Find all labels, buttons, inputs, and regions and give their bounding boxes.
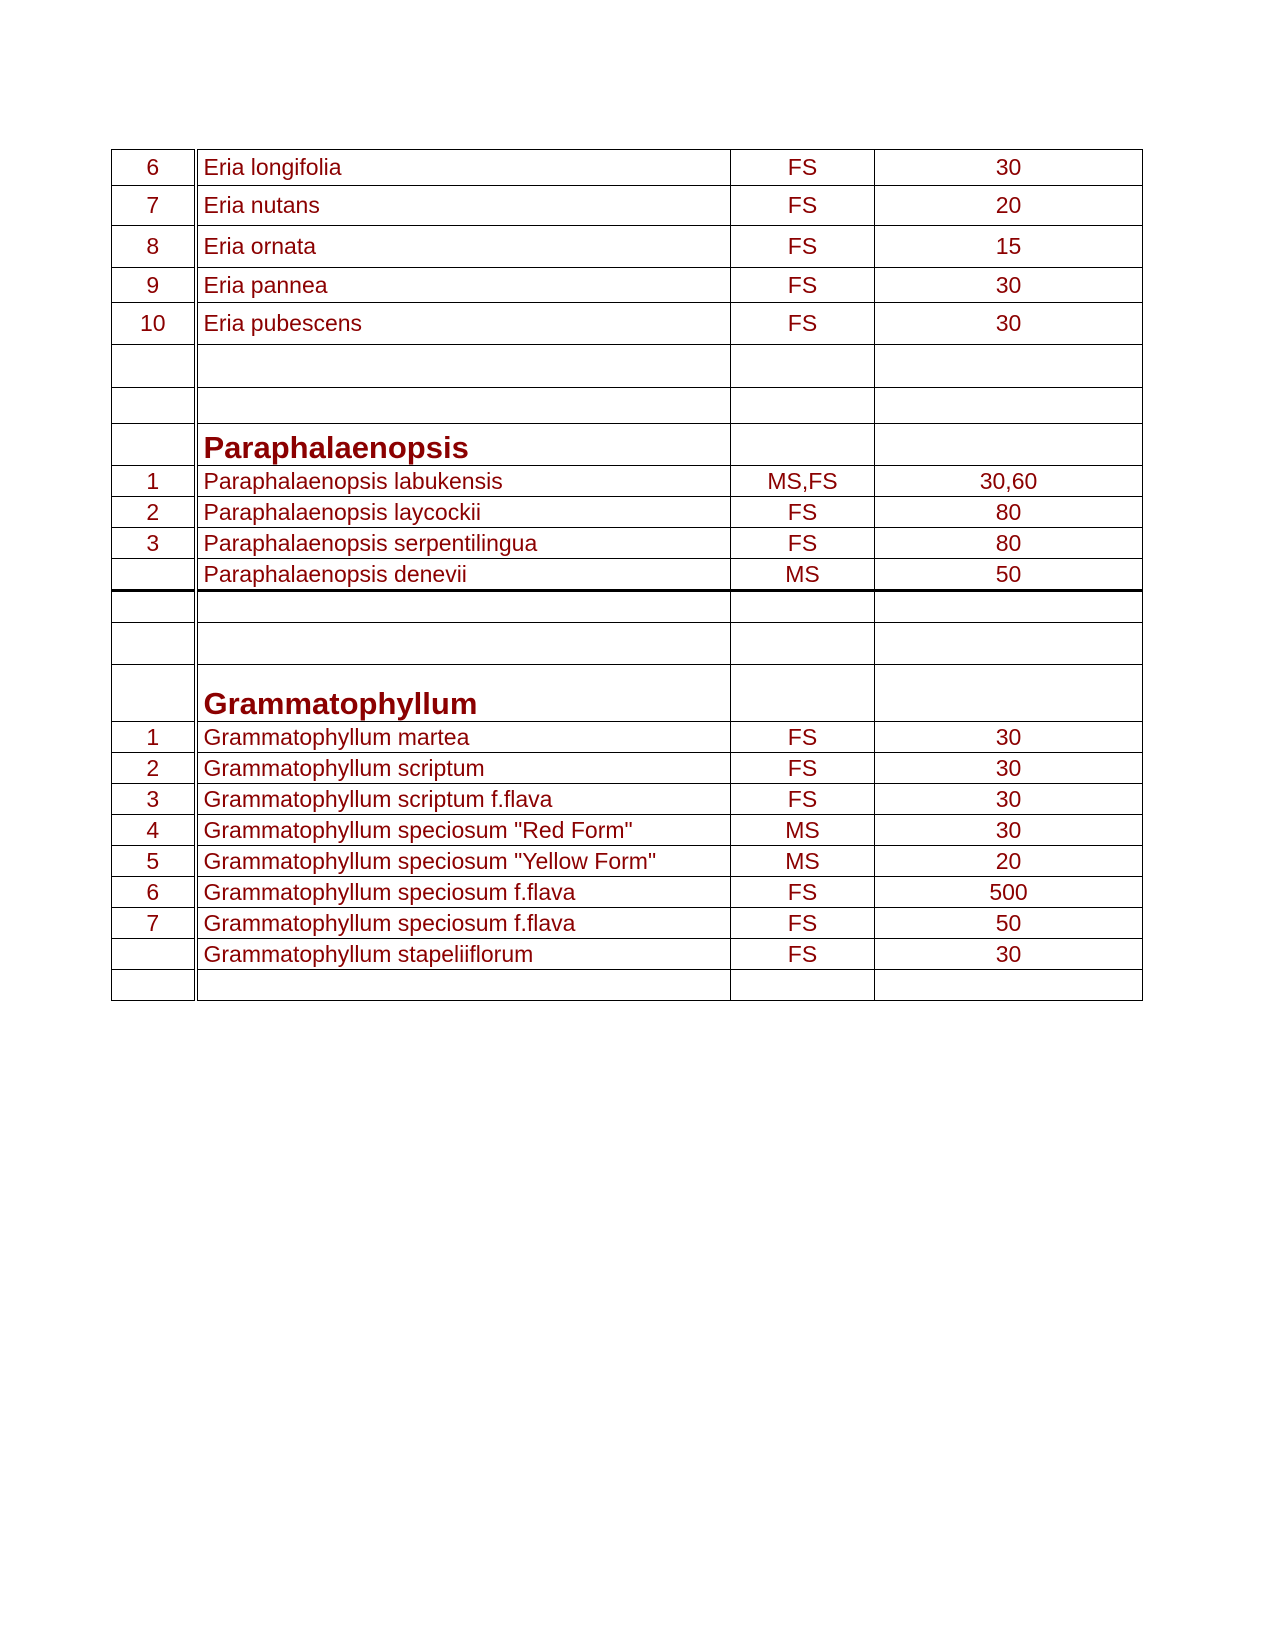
size-code: MS,FS: [731, 466, 875, 497]
species-name: Eria pubescens: [196, 303, 731, 345]
table-row: [112, 303, 1143, 345]
species-name: Eria pannea: [196, 268, 731, 303]
species-name: [196, 623, 731, 665]
quantity: 20: [875, 186, 1143, 226]
table-row: [112, 815, 1143, 846]
quantity: [875, 665, 1143, 722]
size-code: MS: [731, 815, 875, 846]
quantity: [875, 591, 1143, 623]
species-name: [196, 591, 731, 623]
table-row: [112, 388, 1143, 424]
species-name: Paraphalaenopsis serpentilingua: [196, 528, 731, 559]
species-name: Grammatophyllum martea: [196, 722, 731, 753]
table-row: [112, 268, 1143, 303]
species-name: Grammatophyllum scriptum: [196, 753, 731, 784]
size-code: [731, 665, 875, 722]
row-number: [112, 424, 196, 466]
row-number: [112, 591, 196, 623]
quantity: [875, 623, 1143, 665]
species-name: Eria longifolia: [196, 150, 731, 186]
quantity: [875, 388, 1143, 424]
table-row: [112, 877, 1143, 908]
size-code: [731, 424, 875, 466]
row-number: [112, 559, 196, 591]
size-code: FS: [731, 908, 875, 939]
table-row: [112, 150, 1143, 186]
quantity: 80: [875, 497, 1143, 528]
size-code: FS: [731, 722, 875, 753]
quantity: [875, 345, 1143, 388]
table-row: [112, 623, 1143, 665]
species-name: [196, 345, 731, 388]
section-heading-row: [112, 424, 1143, 466]
row-number: 1: [112, 466, 196, 497]
species-table: [111, 149, 1143, 1001]
quantity: 80: [875, 528, 1143, 559]
quantity: 50: [875, 559, 1143, 591]
size-code: FS: [731, 939, 875, 970]
quantity: 30,60: [875, 466, 1143, 497]
size-code: [731, 345, 875, 388]
genus-heading: Grammatophyllum: [196, 665, 731, 722]
size-code: [731, 970, 875, 1001]
size-code: FS: [731, 753, 875, 784]
species-name: Eria ornata: [196, 226, 731, 268]
size-code: FS: [731, 784, 875, 815]
quantity: 30: [875, 268, 1143, 303]
size-code: FS: [731, 268, 875, 303]
row-number: 7: [112, 186, 196, 226]
row-number: 4: [112, 815, 196, 846]
genus-heading: Paraphalaenopsis: [196, 424, 731, 466]
species-name: Paraphalaenopsis labukensis: [196, 466, 731, 497]
species-name: Grammatophyllum speciosum "Yellow Form": [196, 846, 731, 877]
row-number: [112, 388, 196, 424]
row-number: [112, 665, 196, 722]
species-name: [196, 970, 731, 1001]
quantity: 30: [875, 150, 1143, 186]
quantity: [875, 424, 1143, 466]
table-row: [112, 226, 1143, 268]
table-row: [112, 466, 1143, 497]
table-row: [112, 939, 1143, 970]
size-code: MS: [731, 846, 875, 877]
table-row: [112, 497, 1143, 528]
species-name: Grammatophyllum speciosum "Red Form": [196, 815, 731, 846]
quantity: 30: [875, 784, 1143, 815]
species-name: Grammatophyllum scriptum f.flava: [196, 784, 731, 815]
table-row: [112, 559, 1143, 591]
row-number: [112, 939, 196, 970]
section-heading-row: [112, 665, 1143, 722]
species-table-body: [112, 150, 1143, 1001]
species-name: Grammatophyllum stapeliiflorum: [196, 939, 731, 970]
row-number: [112, 345, 196, 388]
quantity: 30: [875, 939, 1143, 970]
quantity: 20: [875, 846, 1143, 877]
row-number: 7: [112, 908, 196, 939]
row-number: 2: [112, 753, 196, 784]
size-code: FS: [731, 528, 875, 559]
row-number: 1: [112, 722, 196, 753]
table-row: [112, 846, 1143, 877]
species-name: Paraphalaenopsis denevii: [196, 559, 731, 591]
quantity: 30: [875, 722, 1143, 753]
species-name: Grammatophyllum speciosum f.flava: [196, 908, 731, 939]
size-code: MS: [731, 559, 875, 591]
table-row: [112, 186, 1143, 226]
row-number: 8: [112, 226, 196, 268]
quantity: [875, 970, 1143, 1001]
row-number: 6: [112, 150, 196, 186]
quantity: 30: [875, 815, 1143, 846]
table-row: [112, 591, 1143, 623]
size-code: FS: [731, 303, 875, 345]
row-number: 10: [112, 303, 196, 345]
species-name: Paraphalaenopsis laycockii: [196, 497, 731, 528]
row-number: 3: [112, 784, 196, 815]
row-number: 2: [112, 497, 196, 528]
size-code: [731, 623, 875, 665]
quantity: 30: [875, 303, 1143, 345]
species-name: [196, 388, 731, 424]
table-row: [112, 722, 1143, 753]
row-number: 9: [112, 268, 196, 303]
table-row: [112, 908, 1143, 939]
species-name: Grammatophyllum speciosum f.flava: [196, 877, 731, 908]
size-code: FS: [731, 150, 875, 186]
row-number: [112, 623, 196, 665]
quantity: 50: [875, 908, 1143, 939]
table-row: [112, 528, 1143, 559]
table-row: [112, 345, 1143, 388]
size-code: [731, 591, 875, 623]
quantity: 15: [875, 226, 1143, 268]
quantity: 500: [875, 877, 1143, 908]
table-row: [112, 753, 1143, 784]
row-number: 5: [112, 846, 196, 877]
row-number: 3: [112, 528, 196, 559]
size-code: FS: [731, 497, 875, 528]
row-number: [112, 970, 196, 1001]
table-row: [112, 784, 1143, 815]
size-code: FS: [731, 226, 875, 268]
species-name: Eria nutans: [196, 186, 731, 226]
size-code: [731, 388, 875, 424]
quantity: 30: [875, 753, 1143, 784]
row-number: 6: [112, 877, 196, 908]
size-code: FS: [731, 877, 875, 908]
table-row: [112, 970, 1143, 1001]
size-code: FS: [731, 186, 875, 226]
